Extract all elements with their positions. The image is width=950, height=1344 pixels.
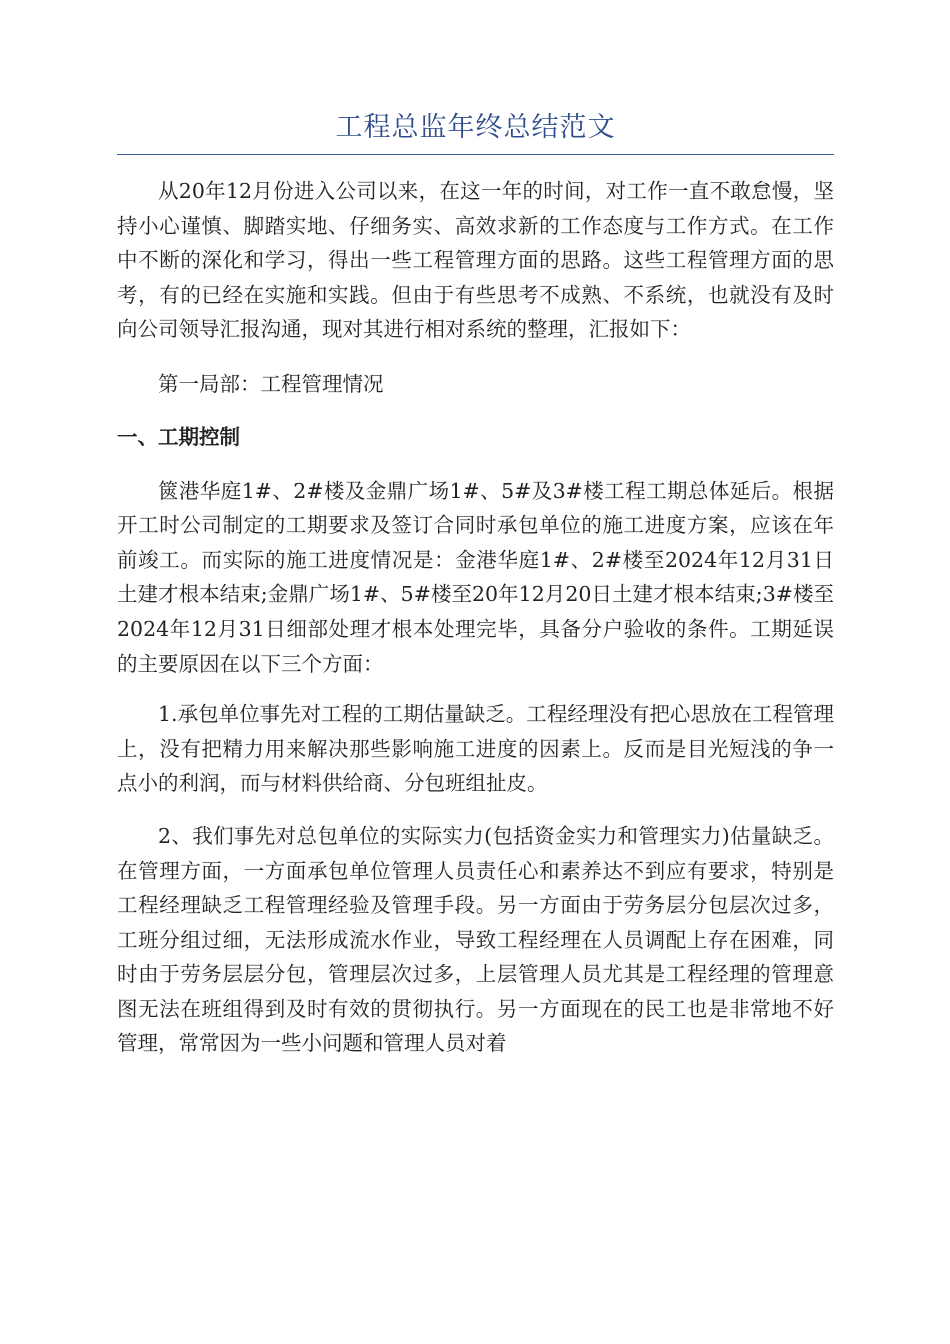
title-underline bbox=[117, 154, 834, 155]
schedule-paragraph: 篋港华庭1#、2#楼及金鼎广场1#、5#及3#楼工程工期总体延后。根据开工时公司制定的工期要求及签订合同时承包单位的施工进度方案，应该在年前竣工。而实际的施工进度情况是：金港华庭1#、2#楼至2024年12月31日土建才根本结束;金鼎广场1#、5#楼至20年12月20日土建才根本结束;3#楼至2024年12月31日细部处理才根本处理完毕，具备分户验收的条件。工期延误的主要原因在以下三个方面： bbox=[117, 478, 834, 676]
part-heading: 第一局部：工程管理情况 bbox=[158, 371, 384, 396]
reason-item-1: 1.承包单位事先对工程的工期估量缺乏。工程经理没有把心思放在工程管理上，没有把精力用来解决那些影响施工进度的因素上。反而是目光短浅的争一点小的利润，而与材料供给商、分包班组扯皮。 bbox=[117, 702, 834, 796]
document-page bbox=[117, 108, 834, 1061]
intro-paragraph: 从20年12月份进入公司以来，在这一年的时间，对工作一直不敢怠慢，坚持小心谨慎、脚踏实地、仔细务实、高效求新的工作态度与工作方式。在工作中不断的深化和学习，得出一些工程管理方面的思路。这些工程管理方面的思考，有的已经在实施和实践。但由于有些思考不成熟、不系统，也就没有及时向公司领导汇报沟通，现对其进行相对系统的整理，汇报如下： bbox=[117, 179, 834, 342]
section-heading-schedule-control: 一、工期控制 bbox=[117, 424, 240, 449]
document-title: 工程总监年终总结范文 bbox=[335, 112, 616, 143]
reason-item-2: 2、我们事先对总包单位的实际实力(包括资金实力和管理实力)估量缺乏。在管理方面，一方面承包单位管理人员责任心和素养达不到应有要求，特别是工程经理缺乏工程管理经验及管理手段。另一方面由于劳务层分包层次过多，工班分组过细，无法形成流水作业，导致工程经理在人员调配上存在困难，同时由于劳务层层分包，管理层次过多，上层管理人员尤其是工程经理的管理意图无法在班组得到及时有效的贯彻执行。另一方面现在的民工也是非常地不好管理，常常因为一些小问题和管理人员对着 bbox=[117, 823, 834, 1056]
